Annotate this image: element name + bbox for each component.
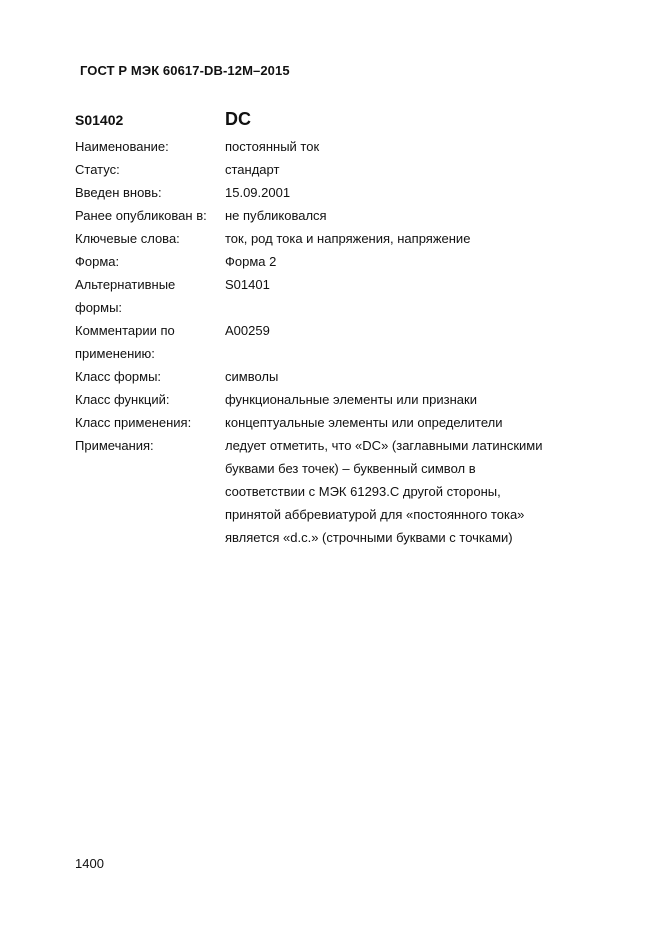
field-label xyxy=(75,135,225,158)
field-value xyxy=(225,434,595,549)
field-value xyxy=(225,250,595,273)
field-label xyxy=(75,411,225,434)
field-value-line: A00259 xyxy=(225,323,270,338)
entry-symbol: DC xyxy=(225,109,251,129)
field-value xyxy=(225,319,595,365)
field-label xyxy=(75,204,225,227)
field-row xyxy=(75,365,595,388)
field-row xyxy=(75,181,595,204)
field-row xyxy=(75,227,595,250)
field-label-line: формы: xyxy=(75,300,123,315)
field-value-line: не публиковался xyxy=(225,208,327,223)
field-row xyxy=(75,250,595,273)
field-label-line: Класс применения: xyxy=(75,415,192,430)
entry-fields xyxy=(75,135,595,549)
field-value-line: соответствии с МЭК 61293.С другой стороны, xyxy=(225,484,501,499)
field-value-line: концептуальные элементы или определители xyxy=(225,415,503,430)
field-value xyxy=(225,365,595,388)
field-value xyxy=(225,158,595,181)
field-value-line: принятой аббревиатурой для «постоянного тока» xyxy=(225,507,525,522)
field-row xyxy=(75,135,595,158)
field-value-line: Форма 2 xyxy=(225,254,277,269)
page-number: 1400 xyxy=(75,856,104,871)
field-value-line: ледует отметить, что «DC» (заглавными латинскими xyxy=(225,438,543,453)
field-value-line: постоянный ток xyxy=(225,139,320,154)
entry-heading xyxy=(0,109,661,133)
field-label-line: Ранее опубликован в: xyxy=(75,208,207,223)
field-value-line: ток, род тока и напряжения, напряжение xyxy=(225,231,471,246)
document-header: ГОСТ Р МЭК 60617-DB-12M–2015 xyxy=(80,63,290,78)
field-label-line: Форма: xyxy=(75,254,120,269)
field-label-line: Класс функций: xyxy=(75,392,170,407)
field-row xyxy=(75,204,595,227)
field-label-line: Класс формы: xyxy=(75,369,162,384)
field-value-line: 15.09.2001 xyxy=(225,185,291,200)
field-label xyxy=(75,434,225,549)
field-value-line: символы xyxy=(225,369,279,384)
field-value-line: буквами без точек) – буквенный символ в xyxy=(225,461,476,476)
field-row xyxy=(75,319,595,365)
field-row xyxy=(75,388,595,411)
field-label xyxy=(75,181,225,204)
field-label xyxy=(75,319,225,365)
field-label xyxy=(75,365,225,388)
field-value xyxy=(225,204,595,227)
field-value-line: S01401 xyxy=(225,277,270,292)
field-label-line: Статус: xyxy=(75,162,120,177)
field-label-line: Наименование: xyxy=(75,139,169,154)
field-row xyxy=(75,434,595,549)
field-label xyxy=(75,158,225,181)
entry-code: S01402 xyxy=(75,112,124,128)
field-row xyxy=(75,273,595,319)
field-value xyxy=(225,411,595,434)
field-value xyxy=(225,273,595,319)
field-label xyxy=(75,273,225,319)
field-value-line: является «d.c.» (строчными буквами с точками) xyxy=(225,530,513,545)
field-label xyxy=(75,250,225,273)
field-label-line: Введен вновь: xyxy=(75,185,162,200)
field-label-line: Альтернативные xyxy=(75,277,176,292)
field-value xyxy=(225,181,595,204)
field-label xyxy=(75,227,225,250)
field-row xyxy=(75,411,595,434)
field-value-line: стандарт xyxy=(225,162,280,177)
field-label-line: применению: xyxy=(75,346,155,361)
field-label-line: Примечания: xyxy=(75,438,154,453)
field-row xyxy=(75,158,595,181)
field-value xyxy=(225,135,595,158)
field-value xyxy=(225,388,595,411)
field-label xyxy=(75,388,225,411)
field-value xyxy=(225,227,595,250)
field-label-line: Комментарии по xyxy=(75,323,175,338)
field-value-line: функциональные элементы или признаки xyxy=(225,392,477,407)
field-label-line: Ключевые слова: xyxy=(75,231,180,246)
